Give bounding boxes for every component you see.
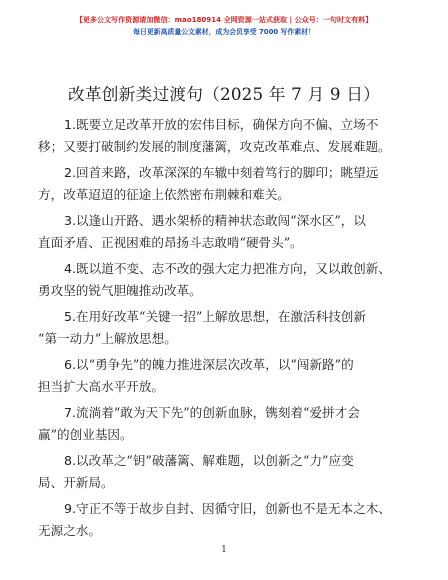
promo-banner-line-1: 【更多公文写作资源请加微信：mao180914 全网资源一站式获取 | 公众号：一句时文有料】 [75,15,373,24]
paragraph-7 [38,402,384,446]
paragraph-9 [38,498,391,542]
paragraph-4-number: 4. [64,261,77,276]
promo-banner [0,14,448,38]
document-title: 改革创新类过渡句（2025 年 7 月 9 日） [68,85,380,104]
paragraph-1-line-1 [64,114,384,136]
paragraph-4-line-1 [64,258,391,280]
paragraph-7-text-1: 流淌着“敢为天下先”的创新血脉，镌刻着“爱拼才会 [76,405,360,420]
paragraph-6 [38,354,384,398]
paragraph-7-line-1 [64,402,384,424]
paragraph-2 [38,162,384,206]
paragraph-9-line-1 [64,498,391,520]
paragraph-6-text-1: 以“勇争先”的魄力推进深层次改革，以“闯新路”的 [76,357,354,372]
paragraph-7-number: 7. [64,405,77,420]
paragraph-8 [38,450,384,494]
paragraph-5 [38,306,384,350]
paragraph-5-number: 5. [64,309,77,324]
paragraph-9-number: 9. [64,501,77,516]
paragraph-4-text-1: 既以道不变、志不改的强大定力把准方向，又以敢创新、 [76,261,391,276]
paragraph-5-line-2: “第一动力”上解放思想。 [38,331,177,346]
paragraph-6-line-1 [64,354,384,376]
paragraph-2-text-1: 回首来路，改革深深的车辙中刻着笃行的脚印；眺望远 [76,165,379,180]
paragraph-2-number: 2. [64,165,77,180]
paragraph-3 [38,210,384,254]
paragraph-4 [38,258,391,302]
paragraph-3-line-2: 直面矛盾、正视困难的昂扬斗志敢啃“硬骨头”。 [38,235,303,250]
paragraph-2-line-1 [64,162,384,184]
paragraph-5-line-1 [64,306,384,328]
paragraph-3-text-1: 以逢山开路、遇水架桥的精神状态敢闯“深水区”，以 [76,213,366,228]
paragraph-8-line-2: 局、开新局。 [38,475,114,490]
paragraph-9-text-1: 守正不等于故步自封、因循守旧，创新也不是无本之木、 [76,501,391,516]
page-number: 1 [221,545,227,555]
paragraph-4-line-2: 勇攻坚的锐气胆魄推动改革。 [38,283,202,298]
paragraph-2-line-2: 方，改革迢迢的征途上依然密布荆棘和难关。 [38,187,290,202]
paragraph-5-text-1: 在用好改革“关键一招”上解放思想，在激活科技创新 [76,309,366,324]
paragraph-8-number: 8. [64,453,77,468]
paragraph-9-line-2: 无源之水。 [38,523,101,538]
paragraph-6-line-2: 担当扩大高水平开放。 [38,379,164,394]
paragraph-1-text-1: 既要立足改革开放的宏伟目标，确保方向不偏、立场不 [76,117,379,132]
paragraph-7-line-2: 赢”的创业基因。 [38,427,133,442]
paragraph-1 [38,114,391,158]
paragraph-3-number: 3. [64,213,77,228]
paragraph-6-number: 6. [64,357,77,372]
promo-banner-line-2: 每日更新高质量公文素材，成为会员享受 7000 写作素材！ [133,28,315,36]
paragraph-8-text-1: 以改革之“钥”破藩篱、解难题，以创新之“力”应变 [76,453,354,468]
paragraph-1-line-2: 移；又要打破制约发展的制度藩篱，攻克改革难点、发展难题。 [38,139,391,154]
paragraph-3-line-1 [64,210,384,232]
paragraph-8-line-1 [64,450,384,472]
paragraph-1-number: 1. [64,117,77,132]
